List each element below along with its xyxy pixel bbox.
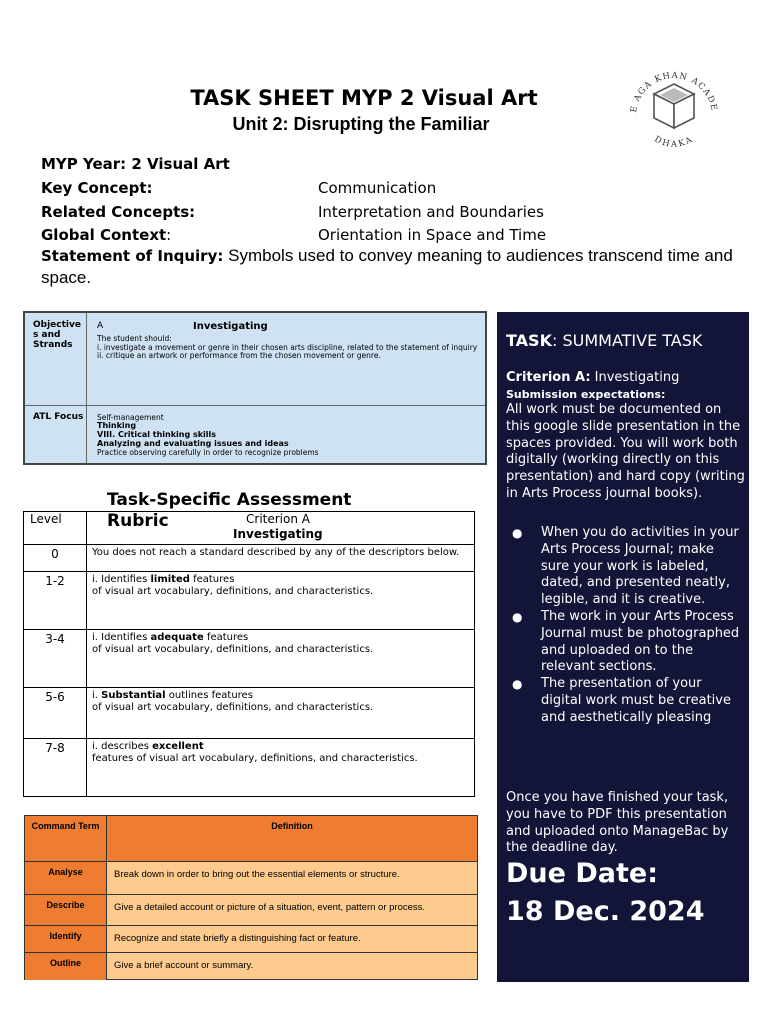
svg-text:DHAKA <box>652 134 695 150</box>
table-row: Analyse Break down in order to bring out the essential elements or structure. <box>25 861 477 894</box>
rubric-title-line2: Rubric <box>107 511 169 531</box>
command-terms-header <box>25 816 477 861</box>
page-title: TASK SHEET MYP 2 Visual Art <box>190 86 538 110</box>
rubric-criterion-name: Investigating <box>233 527 323 541</box>
task-panel <box>497 312 749 982</box>
atl-label: ATL Focus <box>25 405 87 463</box>
task-paragraph: All work must be documented on this google slide presentation in the spaces provided. You will work both digitally (working directly on this presentation) and hard copy (writing in Arts Process journal books). <box>506 402 745 501</box>
strand-ii: ii. critique an artwork or performance from the chosen movement or genre. <box>97 351 381 360</box>
logo-text-bottom: DHAKA <box>652 134 696 150</box>
logo-text-top: E AGA KHAN ACADE <box>629 70 719 114</box>
command-term-header: Command Term <box>25 816 107 861</box>
atl-item: Self-management <box>97 413 164 422</box>
strand-i: i. investigate a movement or genre in their chosen arts discipline, related to the statement of inquiry <box>97 343 478 352</box>
atl-item: Thinking <box>97 421 137 430</box>
school-logo <box>622 62 726 158</box>
related-concepts-label: Related Concepts: <box>41 203 196 221</box>
rubric-criterion-header: Criterion A <box>246 512 310 526</box>
command-terms-table <box>24 815 478 980</box>
myp-year: MYP Year: 2 Visual Art <box>41 155 230 173</box>
rubric-title: Task-Specific Assessment <box>107 490 352 510</box>
table-row: 7-8 i. describes excellent features of visual art vocabulary, definitions, and characteristics. <box>24 738 474 796</box>
atl-item: Analyzing and evaluating issues and ideas <box>97 439 289 448</box>
submission-expectations: Submission expectations: <box>506 388 666 401</box>
criterion-letter: A <box>97 321 104 331</box>
task-final-note: Once you have finished your task, you have to PDF this presentation and uploaded onto ManageBac by the deadline day. <box>506 790 729 856</box>
list-item: ● The presentation of your digital work must be creative and aesthetically pleasing <box>541 676 746 726</box>
rubric-level-header: Level <box>30 512 62 526</box>
student-should: The student should: <box>97 334 172 343</box>
list-item: ● When you do activities in your Arts Process Journal; make sure your work is labeled, dated, and presented neatly, legible, and it is creative. <box>541 525 746 609</box>
due-date-label: Due Date: <box>506 858 658 889</box>
criterion-name: Investigating <box>193 321 268 332</box>
task-criterion: Criterion A: Investigating <box>506 370 680 385</box>
cube-logo-icon <box>622 62 726 158</box>
atl-item: Practice observing carefully in order to recognize problems <box>97 448 319 457</box>
statement-of-inquiry: Statement of Inquiry: Symbols used to convey meaning to audiences transcend time and space. <box>41 246 733 287</box>
objectives-row <box>25 313 485 406</box>
page-subtitle: Unit 2: Disrupting the Familiar <box>232 114 490 134</box>
objectives-label: Objective s and Strands <box>25 313 87 405</box>
list-item: ● The work in your Arts Process Journal must be photographed and uploaded on to the relevant sections. <box>541 609 746 676</box>
due-date-value: 18 Dec. 2024 <box>506 896 705 927</box>
table-row: Describe Give a detailed account or picture of a situation, event, pattern or process. <box>25 894 477 925</box>
definition-header: Definition <box>271 821 313 831</box>
related-concepts-value: Interpretation and Boundaries <box>318 203 544 221</box>
task-bullet-list <box>541 525 746 727</box>
rubric-table <box>23 511 475 797</box>
global-context-label: Global Context: <box>41 226 172 244</box>
table-row: 0 You does not reach a standard described by any of the descriptors below. <box>24 544 474 572</box>
key-concept-label: Key Concept: <box>41 179 153 197</box>
atl-item: VIII. Critical thinking skills <box>97 430 217 439</box>
key-concept-value: Communication <box>318 179 437 197</box>
table-row: Outline Give a brief account or summary. <box>25 952 477 980</box>
objectives-table <box>23 311 487 465</box>
table-row: 1-2 i. Identifies limited features of visual art vocabulary, definitions, and characteristics. <box>24 571 474 629</box>
task-heading: TASK: SUMMATIVE TASK <box>506 331 703 350</box>
global-context-value: Orientation in Space and Time <box>318 226 547 244</box>
table-row: Identify Recognize and state briefly a distinguishing fact or feature. <box>25 925 477 952</box>
atl-row <box>25 405 485 463</box>
table-row: 3-4 i. Identifies adequate features of visual art vocabulary, definitions, and characteristics. <box>24 629 474 687</box>
table-row: 5-6 i. Substantial outlines features of visual art vocabulary, definitions, and characteristics. <box>24 687 474 738</box>
